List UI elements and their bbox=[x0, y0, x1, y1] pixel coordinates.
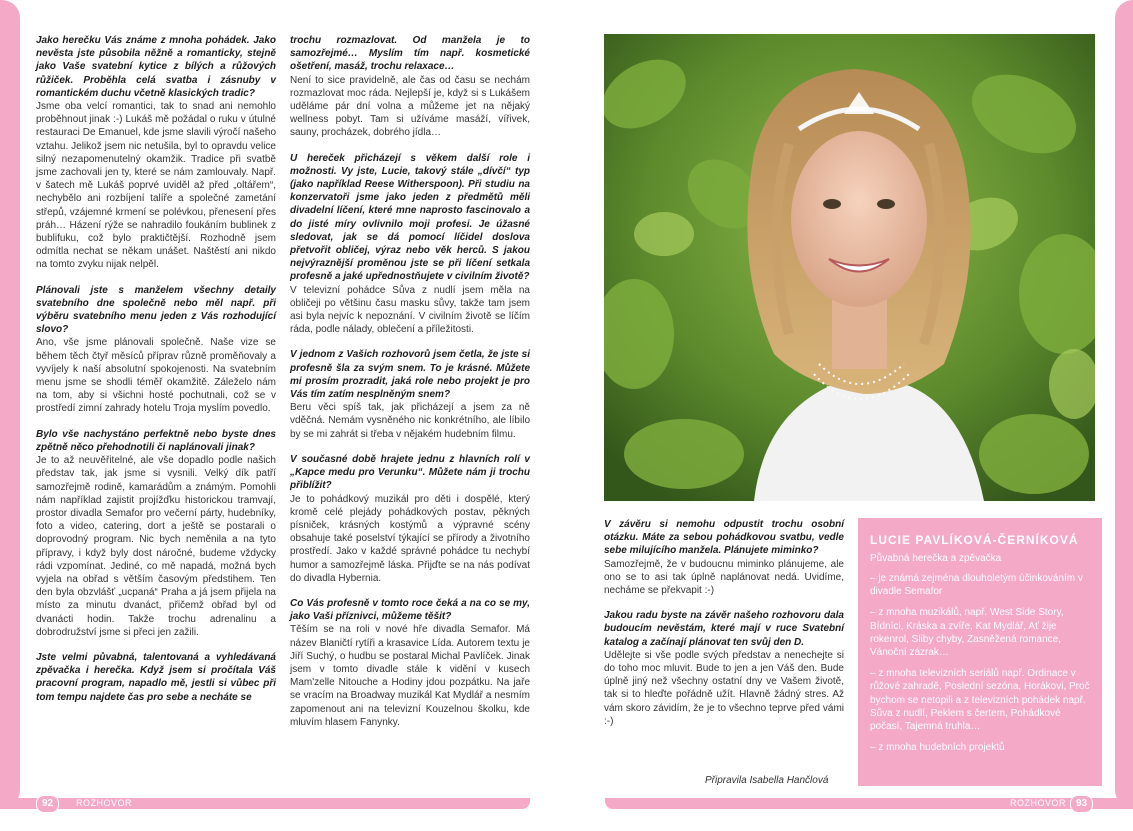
answer: Není to sice pravidelně, ale čas od času se nechám rozmazlovat moc ráda. Nejlepší je, když si s Lukášem uděláme pár dní volna a můžeme jet na nějaký wellness pobyt. Tam si užíváme masáží, vířivek, sauny, procházek, dobrého jídla… bbox=[290, 74, 530, 139]
profile-role: Půvabná herečka a zpěvačka bbox=[870, 553, 1002, 564]
answer: Je to pohádkový muzikál pro děti i dospělé, který kromě celé plejády pohádkových postav, pěkných písniček, krásných kostýmů a výpravné scény obsahuje také poselství týkající se přírody a životního prostředí. Jako v každé správné pohádce tu nechybí humor a samozřejmě láska. Přijďte se na nás podívat do divadla Hybernia. bbox=[290, 493, 530, 584]
answer: Těším se na roli v nové hře divadla Semafor. Má název Blaničtí rytíři a krasavice Lída. Autorem textu je Jiří Suchý, o hudbu se postaral Michal Pavlíček. Jinak jsem v tomto divadle stále k vidění v kusech Mam'zelle Nitouche a Hodiny jdou pozpátku. Na jaře se vracím na Broadway muzikál Kat Mydlář a nesmím zapomenout ani na televizní Kouzelnou školku, kde mluvím hlasem Fanynky. bbox=[290, 624, 530, 728]
left-section-label: ROZHOVOR bbox=[76, 798, 133, 808]
author-credit: Připravila Isabella Hančlová bbox=[705, 775, 829, 786]
qa-block bbox=[290, 348, 530, 440]
question: Co Vás profesně v tomto roce čeká a na co se my, jako Vaši příznivci, můžeme těšit? bbox=[290, 597, 530, 623]
qa-block bbox=[290, 34, 530, 140]
qa-block bbox=[604, 609, 844, 728]
portrait-photo bbox=[604, 34, 1095, 501]
profile-name: LUCIE PAVLÍKOVÁ-ČERNÍKOVÁ bbox=[870, 533, 1079, 547]
article-column-3 bbox=[604, 518, 844, 740]
question: V jednom z Vašich rozhovorů jsem četla, že jste si profesně šla za svým snem. To je krásné. Můžete mi prosím prozradit, jaká role nebo projekt je pro Vás tím zatím nesplněným snem? bbox=[290, 349, 530, 401]
question: V závěru si nemohu odpustit trochu osobní otázku. Máte za sebou pohádkovou svatbu, vedle sebe milujícího manžela. Plánujete miminko? bbox=[604, 519, 844, 557]
right-page-frame bbox=[1115, 0, 1133, 808]
question: Plánovali jste s manželem všechny detaily svatebního dne společně nebo měl např. při výběru svatebního menu jeden z Vás rozhodující slovo? bbox=[36, 284, 276, 336]
list-item: – z mnoha hudebních projektů bbox=[870, 742, 1005, 754]
question: Jste velmi půvabná, talentovaná a vyhledávaná zpěvačka i herečka. Když jsem si pročítala Váš pracovní program, napadlo mě, jestli si vůbec při tom tempu najdete čas pro sebe a necháte se bbox=[36, 651, 276, 703]
list-item: – je známá zejména dlouholetým účinkováním v divadle Semafor bbox=[870, 573, 1083, 598]
question: trochu rozmazlovat. Od manžela je to samozřejmé… Myslím tím např. kosmetické ošetření, masáž, trochu relaxace… bbox=[290, 35, 530, 73]
profile-sidebox bbox=[858, 518, 1102, 786]
list-item: – z mnoha muzikálů, např. West Side Story, Bídníci, Kráska a zvíře, Kat Mydlář, Ať žije rokenrol, Sliby chyby, Zasněžená romance, Vánoční zázrak… bbox=[870, 607, 1064, 659]
qa-block bbox=[36, 34, 276, 272]
profile-list bbox=[858, 572, 1102, 754]
question: Jakou radu byste na závěr našeho rozhovoru dala budoucím nevěstám, které mají v ruce Svatební katalog a začínají plánovat ten svůj den D. bbox=[604, 610, 844, 648]
left-page-number: 92 bbox=[36, 795, 59, 813]
right-page-number: 93 bbox=[1070, 795, 1093, 813]
right-section-label: ROZHOVOR bbox=[1010, 798, 1067, 808]
qa-block bbox=[604, 518, 844, 597]
question: Jako herečku Vás známe z mnoha pohádek. Jako nevěsta jste působila něžně a romanticky, stejně jako Vaše svatební kytice z bílých a růžových růžiček. Proběhla celá svatba i zásnuby v romantickém duchu včetně klasických tradic? bbox=[36, 35, 276, 99]
question: V současné době hrajete jednu z hlavních rolí v „Kapce medu pro Verunku“. Můžete nám ji trochu přiblížit? bbox=[290, 453, 530, 492]
qa-block bbox=[290, 597, 530, 729]
answer: Samozřejmě, že v budoucnu miminko plánujeme, ale ono se to asi tak úplně naplánovat nedá. Uvidíme, necháme se překvapit :-) bbox=[604, 558, 844, 597]
left-page-frame bbox=[0, 0, 20, 808]
article-column-1 bbox=[36, 34, 276, 716]
question: Bylo vše nachystáno perfektně nebo byste dnes zpětně něco přehodnotili či naplánovali jinak? bbox=[36, 428, 276, 453]
portrait-illustration bbox=[604, 34, 1095, 501]
answer: Je to až neuvěřitelné, ale vše dopadlo podle našich představ tak, jak jsme si vysnili. Velký dík patří samozřejmě rodině, kamarádům a známým. Pomohli nám například zajistit projížďku historickou tramvají, prostor divadla Semafor pro večerní párty, hudebníky, foto a video, catering, dort a ještě se postarali o doprovodný program. Nic bych neměnila a na tyto přípravy, i když byly dost náročné, budeme vždycky rádi vzpomínat. Jediné, co mě napadá, možná bych vyjela na obřad s větším časovým předstihem. Ten den byla obzvlášť „ucpaná“ Praha a já jsem přijela na místo za minutu dvanáct, přičemž obřad byl od dvanácti hodin. Takže trochu adrenalinu a dobrodružství jsme si přeci jen zažili. bbox=[36, 455, 276, 638]
article-column-2 bbox=[290, 34, 530, 741]
qa-block bbox=[36, 284, 276, 416]
list-item: – z mnoha televizních seriálů např. Ordinace v růžové zahradě, Poslední sezóna, Horákovi, Proč bychom se netopili a z televizních pohádek např. Sůva z nudlí, Peklem s čertem, Pohádkové počasí, Tajemná truhla… bbox=[870, 668, 1090, 733]
answer: V televizní pohádce Sůva z nudlí jsem měla na obličeji po většinu času masku sůvy, takže tam jsem asi byla nejvíc k nepoznání. V civilním životě se líčím ráda, podle nálady, oblečení a příležitosti. bbox=[290, 284, 530, 336]
qa-block bbox=[290, 453, 530, 585]
answer: Beru věci spíš tak, jak přicházejí a jsem za ně vděčná. Nemám vysněného nic konkrétního, ale líbilo by se mi zahrát si třeba v nějakém hudebním filmu. bbox=[290, 402, 530, 440]
answer: Jsme oba velcí romantici, tak to snad ani nemohlo proběhnout jinak :-) Lukáš mě požádal o ruku v útulné restauraci De Emanuel, kde jsme slavili výročí našeho vztahu. Jelikož jsem nic netušila, byl to opravdu velice silný nezapomenutelný okamžik. Tradice při svatbě jsme zachovali jen ty, které se nám zamlouvaly. Např. v šatech mě Lukáš poprvé uviděl až před „oltářem“, nechybělo ani rozbíjení talíře a společné zametání střepů, vzájemné krmení se polévkou, přenesení přes práh… Házení rýže se nahradilo foukáním bublinek z bublifuku, což bylo praktičtější. Rozhodně jsem odmítla nechat se někam unášet. Naštěstí ani nikdo na tomto zvyku nijak nelpěl. bbox=[36, 101, 276, 271]
qa-block bbox=[36, 651, 276, 704]
answer: Ano, vše jsme plánovali společně. Naše vize se během těch čtyř měsíců příprav různě proměňovaly a vyvíjely k naší absolutní spokojenosti. Na svatebním menu jsme se shodli téměř okamžitě. Záleželo nám na tom, aby si všichni hosté pochutnali, což se v prostředí zimní zahrady hotelu Troja myslím povedlo. bbox=[36, 337, 276, 415]
qa-block bbox=[36, 428, 276, 639]
qa-block bbox=[290, 152, 530, 337]
question: U hereček přicházejí s věkem další role i možnosti. Vy jste, Lucie, takový stále „dívčí“ typ (jako například Reese Witherspoon). Při studiu na konzervatoři jsme jako jeden z předmětů měli divadelní líčení, které mne naprosto fascinovalo a do jisté míry ovlivnilo moji profesi. Je úžasné sledovat, jak se dá pomocí líčidel doslova přetvořit obličej, výraz nebo věk herců. S jakou nejvýraznější proměnou jste se při líčení setkala profesně a jaké upřednostňujete v civilním životě? bbox=[290, 152, 530, 283]
answer: Udělejte si vše podle svých představ a nenechejte si do toho moc mluvit. Bude to jen a jen Váš den. Bude úplně jiný než všechny ostatní dny ve Vašem životě, tak si to hleďte pořádně užít. Hlavně žádný stres. Až vám skoro závidím, že je to všechno teprve před vámi :-) bbox=[604, 649, 844, 727]
